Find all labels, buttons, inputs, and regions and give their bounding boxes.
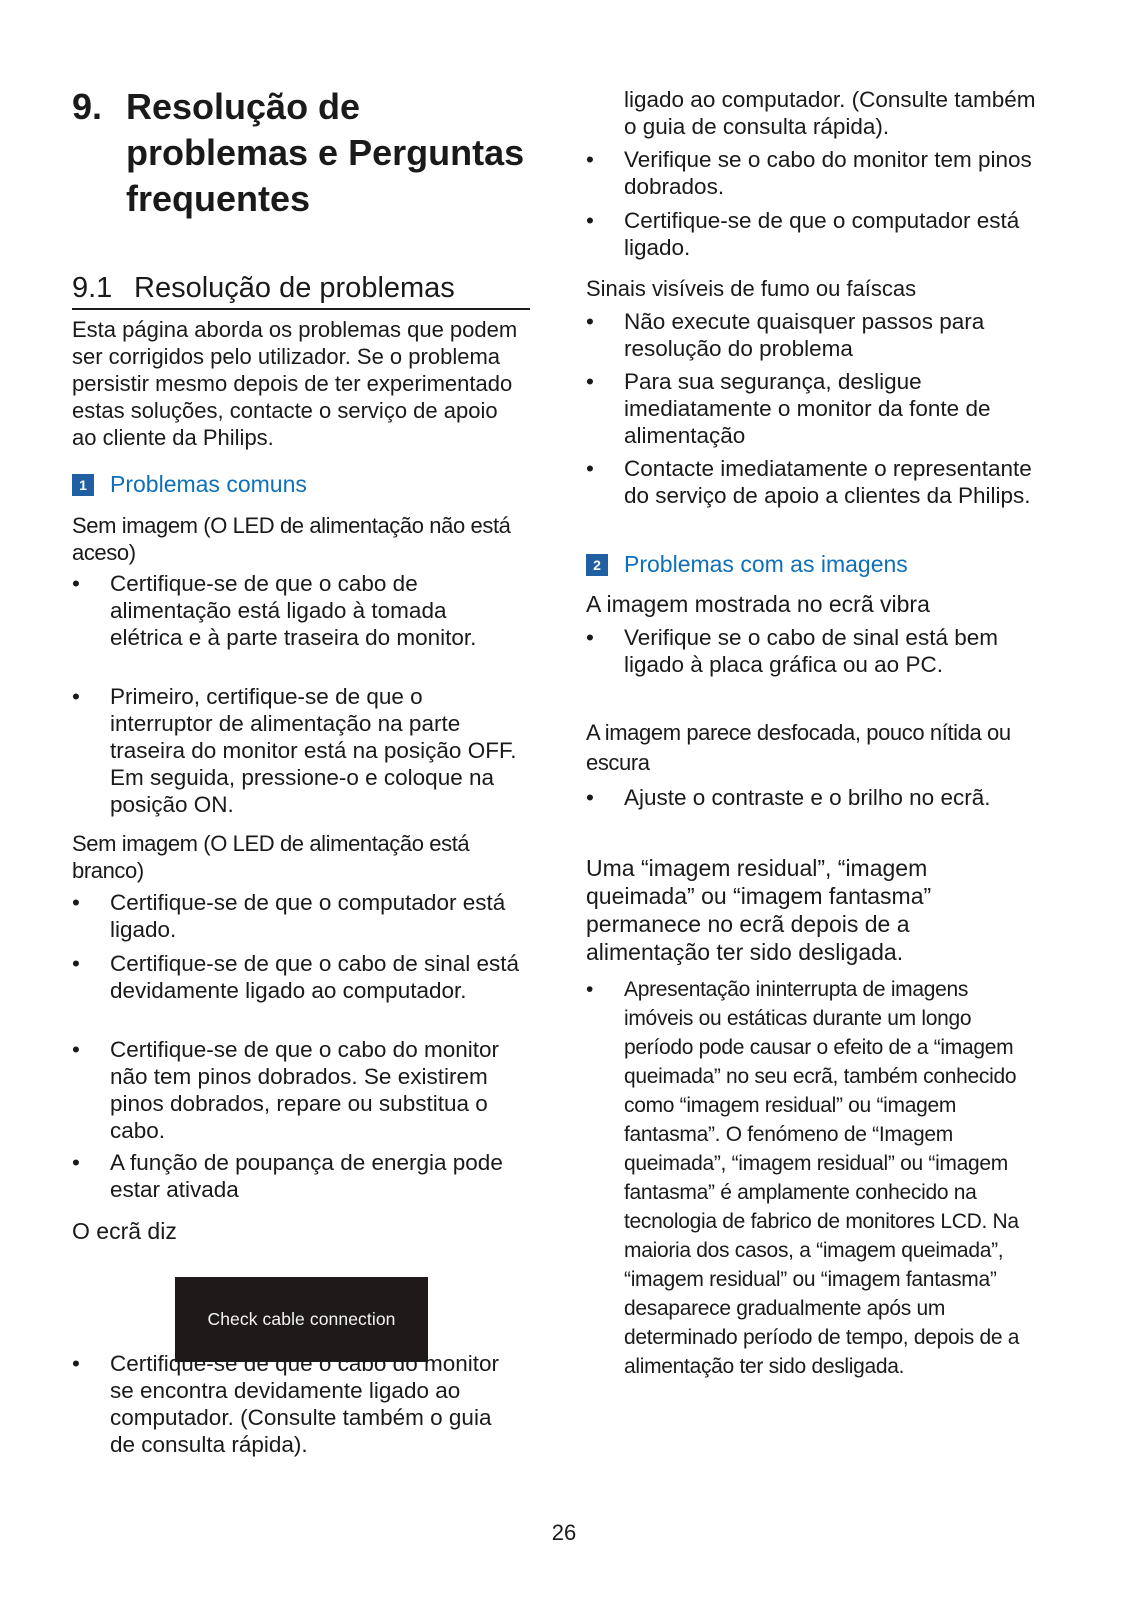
subsection-title: Problemas comuns — [110, 471, 307, 497]
problem-heading: A imagem parece desfocada, pouco nítida ou escura — [586, 720, 1011, 775]
problem-heading: A imagem mostrada no ecrã vibra — [586, 591, 930, 617]
list-item: • Certifique-se de que o cabo de sinal está devidamente ligado ao computador. — [72, 951, 520, 1003]
continuation-text: ligado ao computador. (Consulte também o guia de consulta rápida). — [624, 87, 1036, 139]
subsection-badge: 1 — [72, 474, 94, 496]
bullet-icon: • — [586, 147, 594, 172]
list-item: • Certifique-se de que o computador está ligado. — [72, 890, 506, 942]
bullet-icon: • — [72, 684, 80, 709]
problem-heading: Sem imagem (O LED de alimentação não está aceso) — [72, 513, 511, 565]
list-item: • Verifique se o cabo do monitor tem pinos dobrados. — [586, 147, 1032, 199]
bullet-icon: • — [72, 1351, 80, 1376]
list-item: • Para sua segurança, desligue imediatamente o monitor da fonte de alimentação — [586, 369, 991, 448]
subsection-image-problems — [586, 550, 908, 578]
problem-heading: Sem imagem (O LED de alimentação está branco) — [72, 831, 470, 883]
problem-heading: Sinais visíveis de fumo ou faíscas — [586, 276, 917, 301]
intro-paragraph: Esta página aborda os problemas que podem ser corrigidos pelo utilizador. Se o problema persistir mesmo depois de ter experimentado estas soluções, contacte o serviço de apoio ao cliente da Philips. — [72, 317, 518, 450]
bullet-icon: • — [586, 456, 594, 481]
subsection-badge: 2 — [586, 554, 608, 576]
page-number: 26 — [551, 1520, 577, 1545]
problem-heading: O ecrã diz — [72, 1218, 177, 1244]
list-item: • Verifique se o cabo de sinal está bem ligado à placa gráfica ou ao PC. — [586, 625, 998, 677]
subsection-title: Problemas com as imagens — [624, 551, 908, 577]
list-item: • Certifique-se de que o computador está ligado. — [586, 208, 1020, 260]
bullet-icon: • — [72, 890, 80, 915]
section-number: 9.1 — [72, 272, 113, 304]
section-heading — [72, 272, 530, 310]
screen-message: Check cable connection — [207, 1309, 396, 1329]
bullet-icon: • — [72, 1150, 80, 1175]
bullet-icon: • — [586, 309, 594, 334]
bullet-icon: • — [586, 208, 594, 233]
chapter-number: 9. — [72, 86, 103, 127]
list-item: • Certifique-se de que o cabo do monitor não tem pinos dobrados. Se existirem pinos dobrados, repare ou substitua o cabo. — [72, 1037, 499, 1143]
list-item: • Não execute quaisquer passos para resolução do problema — [586, 309, 985, 361]
list-item: • Contacte imediatamente o representante do serviço de apoio a clientes da Philips. — [586, 456, 1032, 508]
section-title: Resolução de problemas — [134, 272, 455, 304]
bullet-icon: • — [72, 571, 80, 596]
list-item: • Apresentação ininterrupta de imagens imóveis ou estáticas durante um longo período pode causar o efeito de a “imagem queimada” no seu ecrã, também conhecido como “imagem residual” ou “imagem fantasma”. O fenómeno de “Imagem queimada”, “imagem residual” ou “imagem fantasma” é amplamente conhecido na tecnologia de fabrico de monitores LCD. Na maioria dos casos, a “imagem queimada”, “imagem residual” ou “imagem fantasma” desaparece gradualmente após um determinado período de tempo, depois de a alimentação ter sido desligada. — [586, 975, 1026, 1381]
bullet-icon: • — [586, 978, 594, 1001]
list-item: • Certifique-se de que o cabo do monitor se encontra devidamente ligado ao computador. (Consulte também o guia de consulta rápida). — [72, 1351, 499, 1457]
problem-heading: Uma “imagem residual”, “imagem queimada” ou “imagem fantasma” permanece no ecrã depois de a alimentação ter sido desligada. — [586, 855, 932, 965]
list-item-continuation — [586, 86, 1036, 140]
list-item: • Certifique-se de que o cabo de alimentação está ligado à tomada elétrica e à parte traseira do monitor. — [72, 571, 477, 650]
bullet-icon: • — [72, 951, 80, 976]
chapter-title: Resolução de problemas e Perguntas frequentes — [126, 86, 525, 219]
subsection-common-problems — [72, 470, 307, 498]
bullet-icon: • — [586, 625, 594, 650]
list-item: • Primeiro, certifique-se de que o interruptor de alimentação na parte traseira do monitor está na posição OFF. Em seguida, pressione-o e coloque na posição ON. — [72, 684, 517, 817]
bullet-icon: • — [72, 1037, 80, 1062]
list-item: • Ajuste o contraste e o brilho no ecrã. — [586, 785, 991, 810]
list-item: • A função de poupança de energia pode estar ativada — [72, 1150, 503, 1202]
bullet-icon: • — [586, 369, 594, 394]
bullet-icon: • — [586, 785, 594, 810]
